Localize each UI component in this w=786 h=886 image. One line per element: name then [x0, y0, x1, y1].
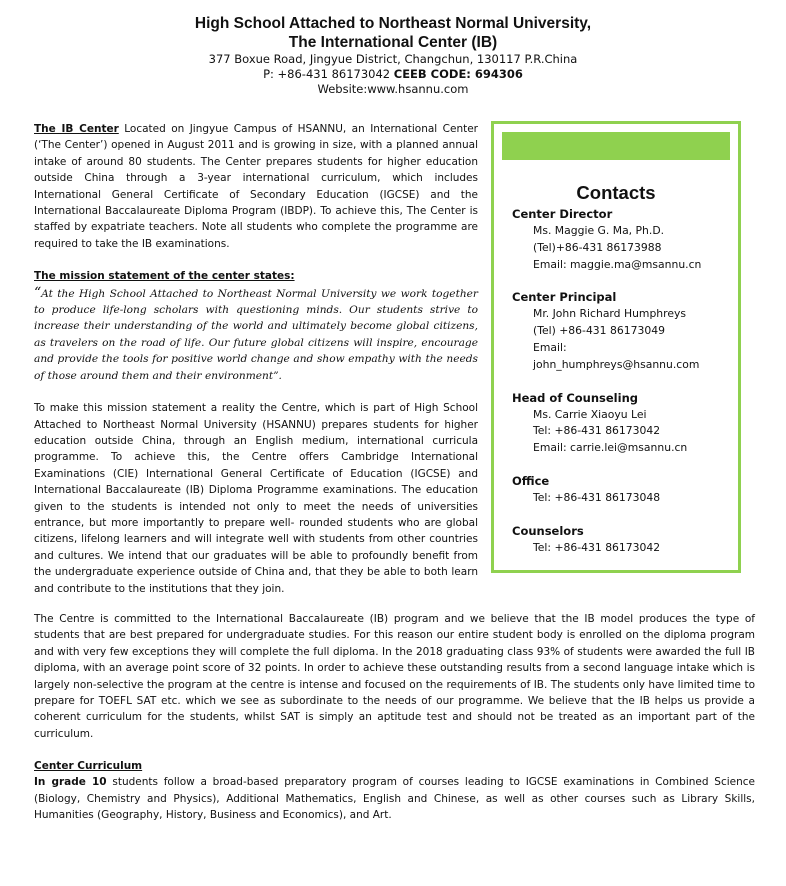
curriculum-body: students follow a broad-based preparatory program of courses leading to IGCSE examinations in Combined Science (Biology, Chemistry and Physics), Additional Mathematics, English and Chinese, as well as other courses such as Library Skills, Humanities (Geography, History, Business and Economics), and Art. [34, 776, 755, 822]
counseling-name: Ms. Carrie Xiaoyu Lei [533, 407, 647, 421]
contacts-list [512, 206, 730, 557]
counseling-heading: Head of Counseling [512, 390, 638, 405]
mission-quote [34, 285, 478, 384]
page-header [0, 14, 786, 97]
director-name: Ms. Maggie G. Ma, Ph.D. [533, 224, 665, 237]
counselors-heading: Counselors [512, 523, 584, 538]
counseling-email: Email: carrie.lei@msannu.cn [533, 441, 688, 455]
center-title: The International Center (IB) [288, 34, 498, 51]
director-heading: Center Director [512, 207, 613, 221]
ib-commitment-paragraph: The Centre is committed to the International Baccalaureate (IB) program and we believe that the IB model produces the type of students that are best prepared for undergraduate studies. For this reason our entire student body is enrolled on the diploma program and with very few exceptions they will complete the full diploma. In the 2018 graduating class 93% of students were awarded the full IB diploma, with an average point score of 32 points. In order to achieve these outstanding results from a second language intake which is largely non-selective the program at the centre is intense and focused on the requirements of IB. The students only have limited time to prepare for TOEFL SAT etc. which we see as subordinate to the needs of our programme. We believe that the IB helps us provide a coherent curriculum for the students, whilst SAT is simply an aptitude test and should not be treated as an important part of the curriculum. [34, 613, 755, 740]
curriculum-heading: Center Curriculum [34, 760, 143, 772]
phone-number: P: +86-431 86173042 [263, 67, 391, 81]
school-title: High School Attached to Northeast Normal University, [194, 15, 592, 32]
curriculum-section [34, 758, 755, 824]
website-line: Website:www.hsannu.com [317, 82, 469, 96]
counselors-tel: Tel: +86-431 86173042 [533, 540, 661, 554]
director-tel: (Tel)+86-431 86173988 [533, 240, 662, 254]
contacts-title: Contacts [576, 182, 656, 203]
mission-heading: The mission statement of the center states: [34, 270, 295, 283]
intro-heading: The IB Center [34, 123, 119, 135]
office-tel: Tel: +86-431 86173048 [533, 490, 661, 504]
centre-paragraph: To make this mission statement a reality the Centre, which is part of High School Attached to Northeast Normal University (HSANNU) prepares students for higher education outside China, through an English medium, international curricula programme. To achieve this, the Centre offers Cambridge International Examinations (CIE) International General Certificate of Education (IGCSE) and International Baccalaureate (IB) Diploma Programme examinations. The education given to the students is intended not only to meet the needs of universities entrance, but more importantly to prepare well- rounded students who are global citizens, lifelong learners and will integrate well with students from other countries and cultures. We intend that our graduates will be able to profoundly benefit from the undergraduate experience outside of China and, that they be able to both learn and contribute to the institutions that they join. [34, 402, 478, 595]
open-quote-mark: “ [34, 284, 42, 301]
phone-line [0, 67, 786, 82]
intro-text: Located on Jingyue Campus of HSANNU, an International Center (‘The Center’) opened in August 2011 and is growing in size, with a planned annual intake of around 80 students. The Center prepares students for higher education outside China through a 3-year international curriculum, which includes International General Certificate of Secondary Education (IGCSE) and the International Baccalaureate Diploma Program (IBDP). To achieve this, The Center is staffed by expatriate teachers. Note all students who complete the programme are required to take the IB examinations. [34, 123, 478, 250]
intro-paragraph [34, 121, 478, 252]
curriculum-text [34, 774, 755, 823]
office-heading: Office [512, 473, 550, 488]
principal-name: Mr. John Richard Humphreys [533, 307, 687, 321]
grade-label: In grade 10 [34, 776, 107, 789]
principal-email: john_humphreys@hsannu.com [533, 357, 700, 371]
director-email: Email: maggie.ma@msannu.cn [533, 257, 702, 271]
principal-tel: (Tel) +86-431 86173049 [533, 324, 665, 338]
contacts-panel [491, 121, 741, 573]
left-column [34, 121, 478, 597]
address-line: 377 Boxue Road, Jingyue District, Changchun, 130117 P.R.China [208, 52, 578, 66]
counseling-tel: Tel: +86-431 86173042 [533, 424, 661, 438]
principal-heading: Center Principal [512, 290, 617, 305]
ceeb-code: CEEB CODE: 694306 [393, 67, 523, 81]
contacts-accent-bar [502, 132, 730, 160]
principal-email-label: Email: [533, 340, 567, 354]
mission-quote-text: At the High School Attached to Northeast Normal University we work together to produce life-long scholars with questioning minds. Our students strive to increase their understanding of the world and ultimately become global citizens, as travelers on the road of life. Our future global citizens will inspire, encourage and provide the tools for positive world change and show empathy with the needs of those around them and their environment”. [34, 287, 478, 382]
